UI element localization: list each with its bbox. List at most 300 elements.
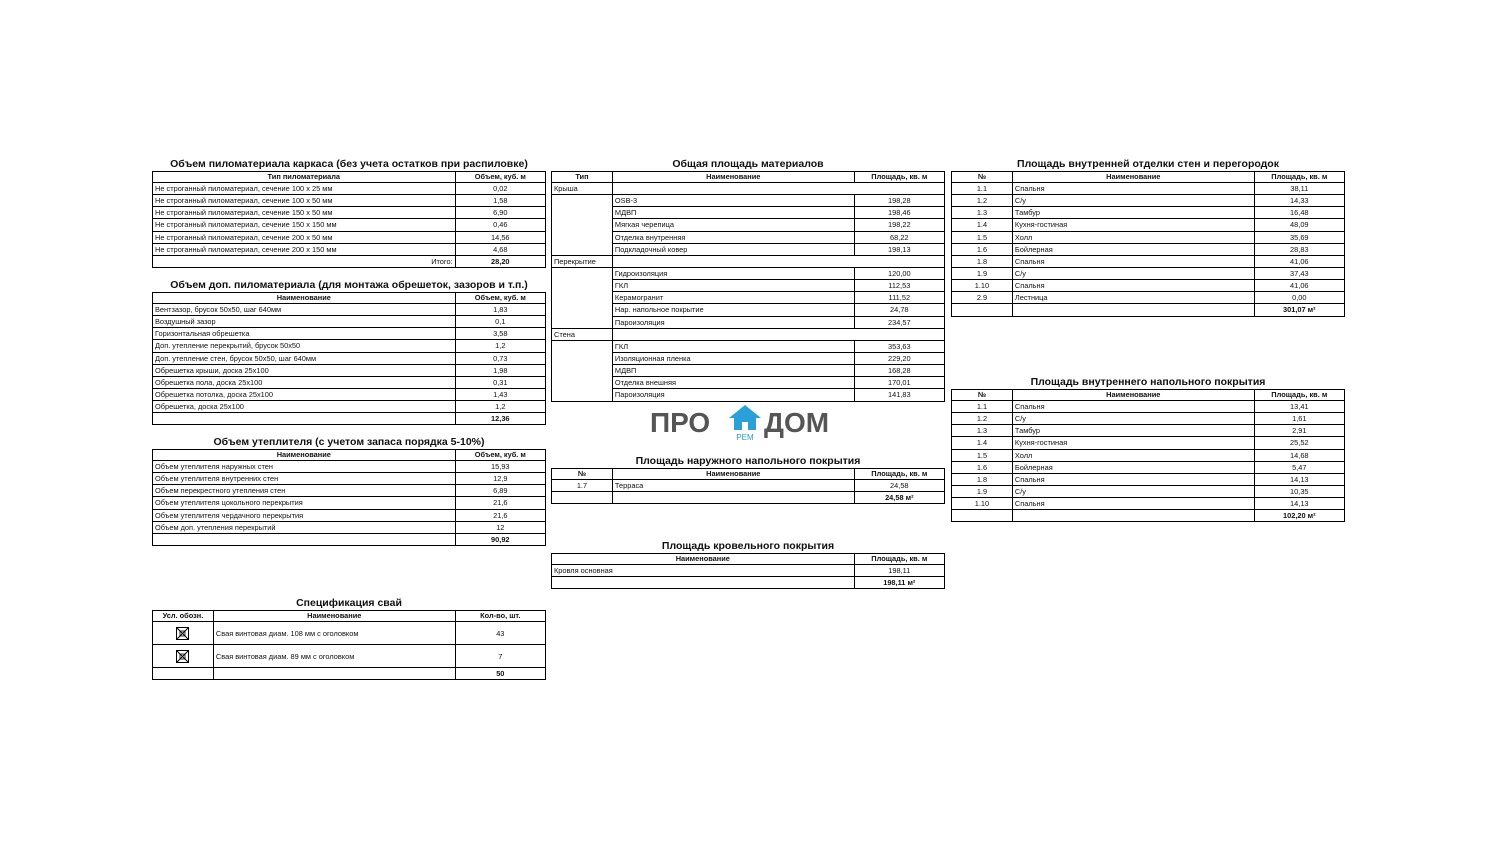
- row-value: 24,78: [854, 304, 944, 316]
- table-row: [153, 473, 546, 485]
- house-icon: [729, 405, 761, 430]
- row-name: Объем перекрестного утепления стен: [153, 485, 456, 497]
- col-header: Площадь, кв. м: [1254, 172, 1344, 183]
- outdoor-floor-section: [551, 454, 945, 504]
- row-value: 1,2: [455, 401, 545, 413]
- roofing-table: [551, 553, 945, 589]
- row-value: 14,13: [1254, 473, 1344, 485]
- row-name: Пароизоляция: [612, 316, 854, 328]
- row-number: 1.1: [952, 401, 1013, 413]
- row-value: 12: [455, 521, 545, 533]
- row-name: Не строганный пиломатериал, сечение 150 х 150 мм: [153, 219, 456, 231]
- row-name: Мягкая черепица: [612, 219, 854, 231]
- col-header: №: [952, 390, 1013, 401]
- row-number: 1.10: [952, 280, 1013, 292]
- table-row: [153, 340, 546, 352]
- logo-left-text: ПРО: [650, 407, 711, 438]
- total-value: 24,58 м²: [854, 492, 944, 504]
- logo-sub-text: РЕМ: [736, 433, 754, 442]
- row-number: 1.9: [952, 267, 1013, 279]
- row-name: Кровля основная: [552, 565, 855, 577]
- table-row: [952, 473, 1345, 485]
- row-name: Пароизоляция: [612, 389, 854, 401]
- group-indent: [552, 231, 613, 243]
- group-indent: [552, 280, 613, 292]
- table-row: [952, 267, 1345, 279]
- col-header: Объем, куб. м: [455, 172, 545, 183]
- row-name: OSB-3: [612, 195, 854, 207]
- row-value: 0,46: [455, 219, 545, 231]
- row-name: Спальня: [1012, 498, 1254, 510]
- row-value: 1,58: [455, 195, 545, 207]
- row-value: 14,68: [1254, 449, 1344, 461]
- row-value: 14,33: [1254, 195, 1344, 207]
- row-value: 229,20: [854, 352, 944, 364]
- row-value: 6,90: [455, 207, 545, 219]
- table-row: [552, 316, 945, 328]
- table-row: [552, 352, 945, 364]
- row-number: 1.9: [952, 485, 1013, 497]
- total-value: 301,07 м²: [1254, 304, 1344, 316]
- table-row: [952, 255, 1345, 267]
- table-row: [552, 480, 945, 492]
- table-row: [952, 401, 1345, 413]
- row-value: 198,28: [854, 195, 944, 207]
- row-value: 120,00: [854, 267, 944, 279]
- table-row: [552, 340, 945, 352]
- group-indent: [552, 243, 613, 255]
- total-blank: [153, 668, 214, 680]
- table-row: [552, 231, 945, 243]
- row-value: 168,28: [854, 365, 944, 377]
- row-name: Терраса: [612, 480, 854, 492]
- table-row: [952, 280, 1345, 292]
- row-value: 24,58: [854, 480, 944, 492]
- table-row: [952, 219, 1345, 231]
- row-value: 16,48: [1254, 207, 1344, 219]
- table-row: [952, 413, 1345, 425]
- row-number: 1.4: [952, 219, 1013, 231]
- row-value: 15,93: [455, 461, 545, 473]
- table-row: [153, 328, 546, 340]
- row-name: Обрешетка пола, доска 25х100: [153, 376, 456, 388]
- row-value: 68,22: [854, 231, 944, 243]
- row-value: 141,83: [854, 389, 944, 401]
- table-row: [153, 243, 546, 255]
- row-value: 7: [455, 645, 545, 668]
- row-name: Гидроизоляция: [612, 267, 854, 279]
- indoor-floor-section: [951, 375, 1345, 522]
- row-name: С/у: [1012, 195, 1254, 207]
- row-name: МДВП: [612, 207, 854, 219]
- total-label: [153, 413, 456, 425]
- total-row: [552, 577, 945, 589]
- total-blank: [952, 304, 1013, 316]
- col-header: Наименование: [213, 611, 455, 622]
- table-row: [153, 207, 546, 219]
- row-name: Свая винтовая диам. 108 мм с оголовком: [213, 622, 455, 645]
- row-value: 38,11: [1254, 183, 1344, 195]
- row-value: 234,57: [854, 316, 944, 328]
- table-row: [552, 243, 945, 255]
- table-row: [552, 377, 945, 389]
- row-name: Свая винтовая диам. 89 мм с оголовком: [213, 645, 455, 668]
- group-indent: [552, 195, 613, 207]
- prodom-logo-graphic: [650, 404, 850, 444]
- table-row: [952, 195, 1345, 207]
- row-name: Холл: [1012, 231, 1254, 243]
- row-name: Не строганный пиломатериал, сечение 100 х 25 мм: [153, 183, 456, 195]
- pile-symbol-icon: [176, 627, 189, 640]
- row-value: 112,53: [854, 280, 944, 292]
- row-name: Не строганный пиломатериал, сечение 200 х 50 мм: [153, 231, 456, 243]
- table-row: [952, 449, 1345, 461]
- total-label: Итого:: [153, 255, 456, 267]
- table-row: [153, 401, 546, 413]
- table-row: [552, 195, 945, 207]
- row-name: Воздушный зазор: [153, 316, 456, 328]
- col-header: №: [952, 172, 1013, 183]
- col-header: Тип: [552, 172, 613, 183]
- table-row: [952, 437, 1345, 449]
- piles-table: [152, 610, 546, 680]
- row-name: Объем утеплителя цокольного перекрытия: [153, 497, 456, 509]
- row-name: Объем утеплителя наружных стен: [153, 461, 456, 473]
- row-value: 1,43: [455, 388, 545, 400]
- col-header: Площадь, кв. м: [1254, 390, 1344, 401]
- row-name: Объем утеплителя чердачного перекрытия: [153, 509, 456, 521]
- group-row: [552, 255, 945, 267]
- row-value: 198,22: [854, 219, 944, 231]
- row-value: 41,06: [1254, 280, 1344, 292]
- group-indent: [552, 340, 613, 352]
- row-value: 25,52: [1254, 437, 1344, 449]
- row-name: Спальня: [1012, 473, 1254, 485]
- total-row: [153, 255, 546, 267]
- col-header: Площадь, кв. м: [854, 172, 944, 183]
- table-row: [153, 622, 546, 645]
- table-row: [153, 195, 546, 207]
- row-value: 0,73: [455, 352, 545, 364]
- row-value: 28,83: [1254, 243, 1344, 255]
- row-name: ГКЛ: [612, 280, 854, 292]
- row-value: 21,6: [455, 509, 545, 521]
- row-value: 5,47: [1254, 461, 1344, 473]
- total-blank: [552, 492, 613, 504]
- total-row: [952, 304, 1345, 316]
- table-row: [552, 565, 945, 577]
- group-indent: [552, 377, 613, 389]
- row-value: 0,1: [455, 316, 545, 328]
- row-name: С/у: [1012, 413, 1254, 425]
- row-name: Вентзазор, брусок 50х50, шаг 640мм: [153, 304, 456, 316]
- row-value: 6,89: [455, 485, 545, 497]
- total-blank: [952, 510, 1013, 522]
- total-blank: [612, 492, 854, 504]
- row-name: Объем доп. утепления перекрытий: [153, 521, 456, 533]
- row-number: 1.3: [952, 207, 1013, 219]
- table-row: [952, 461, 1345, 473]
- row-name: Тамбур: [1012, 425, 1254, 437]
- col-header: Тип пиломатериала: [153, 172, 456, 183]
- total-blank: [1012, 304, 1254, 316]
- row-name: Обрешетка крыши, доска 25х100: [153, 364, 456, 376]
- col-header: Площадь, кв. м: [854, 469, 944, 480]
- extra-lumber-section: [152, 278, 546, 425]
- row-value: 1,2: [455, 340, 545, 352]
- row-value: 1,98: [455, 364, 545, 376]
- row-name: Не строганный пиломатериал, сечение 200 х 150 мм: [153, 243, 456, 255]
- row-number: 1.4: [952, 437, 1013, 449]
- table-row: [153, 352, 546, 364]
- row-value: 353,63: [854, 340, 944, 352]
- group-indent: [552, 316, 613, 328]
- piles-title: Спецификация свай: [296, 597, 402, 609]
- row-number: 1.8: [952, 255, 1013, 267]
- group-indent: [552, 267, 613, 279]
- group-row: [552, 328, 945, 340]
- prodom-logo: [650, 404, 850, 444]
- row-value: 1,61: [1254, 413, 1344, 425]
- table-row: [952, 292, 1345, 304]
- row-number: 1.5: [952, 449, 1013, 461]
- row-name: Обрешетка потолка, доска 25х100: [153, 388, 456, 400]
- total-blank: [1012, 510, 1254, 522]
- table-row: [952, 243, 1345, 255]
- row-name: Спальня: [1012, 255, 1254, 267]
- col-header: Площадь, кв. м: [854, 554, 944, 565]
- roofing-section: [551, 539, 945, 589]
- group-indent: [552, 352, 613, 364]
- row-name: Нар. напольное покрытие: [612, 304, 854, 316]
- row-value: 37,43: [1254, 267, 1344, 279]
- col-header: Наименование: [153, 450, 456, 461]
- insulation-table: [152, 449, 546, 546]
- col-header: Наименование: [612, 469, 854, 480]
- row-name: Доп. утепление перекрытий, брусок 50х50: [153, 340, 456, 352]
- col-header: Усл. обозн.: [153, 611, 214, 622]
- row-value: 12,9: [455, 473, 545, 485]
- row-name: Отделка внутренняя: [612, 231, 854, 243]
- table-row: [153, 376, 546, 388]
- table-row: [552, 219, 945, 231]
- total-row: [552, 492, 945, 504]
- total-row: [153, 413, 546, 425]
- extra-lumber-table: [152, 292, 546, 425]
- row-name: Спальня: [1012, 183, 1254, 195]
- col-header: Наименование: [552, 554, 855, 565]
- table-row: [153, 219, 546, 231]
- row-name: Изоляционная пленка: [612, 352, 854, 364]
- row-value: 198,46: [854, 207, 944, 219]
- table-row: [153, 485, 546, 497]
- row-value: 2,91: [1254, 425, 1344, 437]
- row-number: 1.7: [552, 480, 613, 492]
- row-name: Отделка внешняя: [612, 377, 854, 389]
- row-number: 1.6: [952, 243, 1013, 255]
- total-blank: [213, 668, 455, 680]
- extra-lumber-title: Объем доп. пиломатериала (для монтажа обрешеток, зазоров и т.п.): [170, 279, 528, 291]
- row-name: ГКЛ: [612, 340, 854, 352]
- row-number: 1.2: [952, 195, 1013, 207]
- total-value: 12,36: [455, 413, 545, 425]
- table-row: [153, 364, 546, 376]
- row-name: Бойлерная: [1012, 243, 1254, 255]
- row-value: 10,35: [1254, 485, 1344, 497]
- row-name: Доп. утепление стен, брусок 50х50, шаг 640мм: [153, 352, 456, 364]
- row-name: С/у: [1012, 485, 1254, 497]
- row-value: 4,68: [455, 243, 545, 255]
- row-value: 35,69: [1254, 231, 1344, 243]
- row-value: 41,06: [1254, 255, 1344, 267]
- roofing-title: Площадь кровельного покрытия: [661, 540, 835, 552]
- row-value: 14,13: [1254, 498, 1344, 510]
- table-row: [153, 645, 546, 668]
- total-row: [153, 533, 546, 545]
- row-value: 13,41: [1254, 401, 1344, 413]
- insulation-title: Объем утеплителя (с учетом запаса порядка 5-10%): [213, 436, 485, 448]
- group-indent: [552, 207, 613, 219]
- outdoor-floor-table: [551, 468, 945, 504]
- total-row: [153, 668, 546, 680]
- walls-finish-table: [951, 171, 1345, 317]
- row-number: 1.6: [952, 461, 1013, 473]
- row-value: 3,58: [455, 328, 545, 340]
- row-name: Холл: [1012, 449, 1254, 461]
- materials-title: Общая площадь материалов: [672, 158, 824, 170]
- table-row: [153, 304, 546, 316]
- row-value: 43: [455, 622, 545, 645]
- table-row: [153, 316, 546, 328]
- table-row: [952, 231, 1345, 243]
- table-row: [552, 267, 945, 279]
- col-header: Наименование: [1012, 390, 1254, 401]
- row-name: Керамогранит: [612, 292, 854, 304]
- col-header: Кол-во, шт.: [455, 611, 545, 622]
- row-number: 1.8: [952, 473, 1013, 485]
- total-value: 50: [455, 668, 545, 680]
- row-number: 1.2: [952, 413, 1013, 425]
- group-type: Крыша: [552, 183, 613, 195]
- row-value: 48,09: [1254, 219, 1344, 231]
- group-type: Стена: [552, 328, 613, 340]
- table-row: [552, 389, 945, 401]
- group-spacer: [612, 255, 944, 267]
- row-number: 1.10: [952, 498, 1013, 510]
- table-row: [952, 485, 1345, 497]
- table-row: [952, 425, 1345, 437]
- col-header: Объем, куб. м: [455, 293, 545, 304]
- group-indent: [552, 389, 613, 401]
- row-name: Не строганный пиломатериал, сечение 150 х 50 мм: [153, 207, 456, 219]
- row-name: Горизонтальная обрешетка: [153, 328, 456, 340]
- row-value: 1,83: [455, 304, 545, 316]
- total-value: 102,20 м²: [1254, 510, 1344, 522]
- walls-finish-section: [951, 157, 1345, 317]
- col-header: Наименование: [153, 293, 456, 304]
- pile-symbol-icon: [176, 650, 189, 663]
- table-row: [552, 207, 945, 219]
- row-number: 1.5: [952, 231, 1013, 243]
- row-number: 1.1: [952, 183, 1013, 195]
- materials-section: [551, 157, 945, 402]
- table-row: [153, 521, 546, 533]
- row-value: 21,6: [455, 497, 545, 509]
- row-name: Объем утеплителя внутренних стен: [153, 473, 456, 485]
- row-number: 2.9: [952, 292, 1013, 304]
- lumber-volume-table: [152, 171, 546, 268]
- total-value: 28,20: [455, 255, 545, 267]
- row-name: Спальня: [1012, 280, 1254, 292]
- group-spacer: [612, 183, 944, 195]
- materials-table: [551, 171, 945, 402]
- row-name: Подкладочный ковер: [612, 243, 854, 255]
- logo-right-text: ДОМ: [764, 407, 830, 438]
- row-value: 0,02: [455, 183, 545, 195]
- row-name: Не строганный пиломатериал, сечение 100 х 50 мм: [153, 195, 456, 207]
- table-row: [552, 280, 945, 292]
- indoor-floor-title: Площадь внутреннего напольного покрытия: [1030, 376, 1266, 388]
- table-row: [952, 183, 1345, 195]
- table-row: [153, 231, 546, 243]
- table-row: [552, 292, 945, 304]
- row-value: 14,56: [455, 231, 545, 243]
- group-indent: [552, 219, 613, 231]
- row-name: Кухня-гостиная: [1012, 437, 1254, 449]
- table-row: [153, 183, 546, 195]
- row-value: 111,52: [854, 292, 944, 304]
- pile-symbol-cell: [153, 645, 214, 668]
- row-name: МДВП: [612, 365, 854, 377]
- group-indent: [552, 292, 613, 304]
- piles-section: [152, 596, 546, 680]
- lumber-volume-title: Объем пиломатериала каркаса (без учета остатков при распиловке): [170, 158, 528, 170]
- table-row: [552, 304, 945, 316]
- group-indent: [552, 365, 613, 377]
- col-header: Наименование: [612, 172, 854, 183]
- table-row: [552, 365, 945, 377]
- col-header: Объем, куб. м: [455, 450, 545, 461]
- table-row: [153, 388, 546, 400]
- table-row: [153, 509, 546, 521]
- group-type: Перекрытие: [552, 255, 613, 267]
- group-row: [552, 183, 945, 195]
- insulation-section: [152, 435, 546, 546]
- table-row: [153, 461, 546, 473]
- row-value: 0,00: [1254, 292, 1344, 304]
- row-name: Тамбур: [1012, 207, 1254, 219]
- row-value: 198,11: [854, 565, 944, 577]
- row-name: С/у: [1012, 267, 1254, 279]
- table-row: [952, 498, 1345, 510]
- total-row: [952, 510, 1345, 522]
- pile-symbol-cell: [153, 622, 214, 645]
- table-row: [952, 207, 1345, 219]
- walls-finish-title: Площадь внутренней отделки стен и перегородок: [1017, 158, 1279, 170]
- group-spacer: [612, 328, 944, 340]
- row-name: Кухня-гостиная: [1012, 219, 1254, 231]
- total-value: 198,11 м²: [854, 577, 944, 589]
- row-name: Бойлерная: [1012, 461, 1254, 473]
- row-value: 198,13: [854, 243, 944, 255]
- total-value: 90,92: [455, 533, 545, 545]
- row-name: Обрешетка, доска 25х100: [153, 401, 456, 413]
- row-number: 1.3: [952, 425, 1013, 437]
- total-label: [153, 533, 456, 545]
- row-value: 0,31: [455, 376, 545, 388]
- group-indent: [552, 304, 613, 316]
- table-row: [153, 497, 546, 509]
